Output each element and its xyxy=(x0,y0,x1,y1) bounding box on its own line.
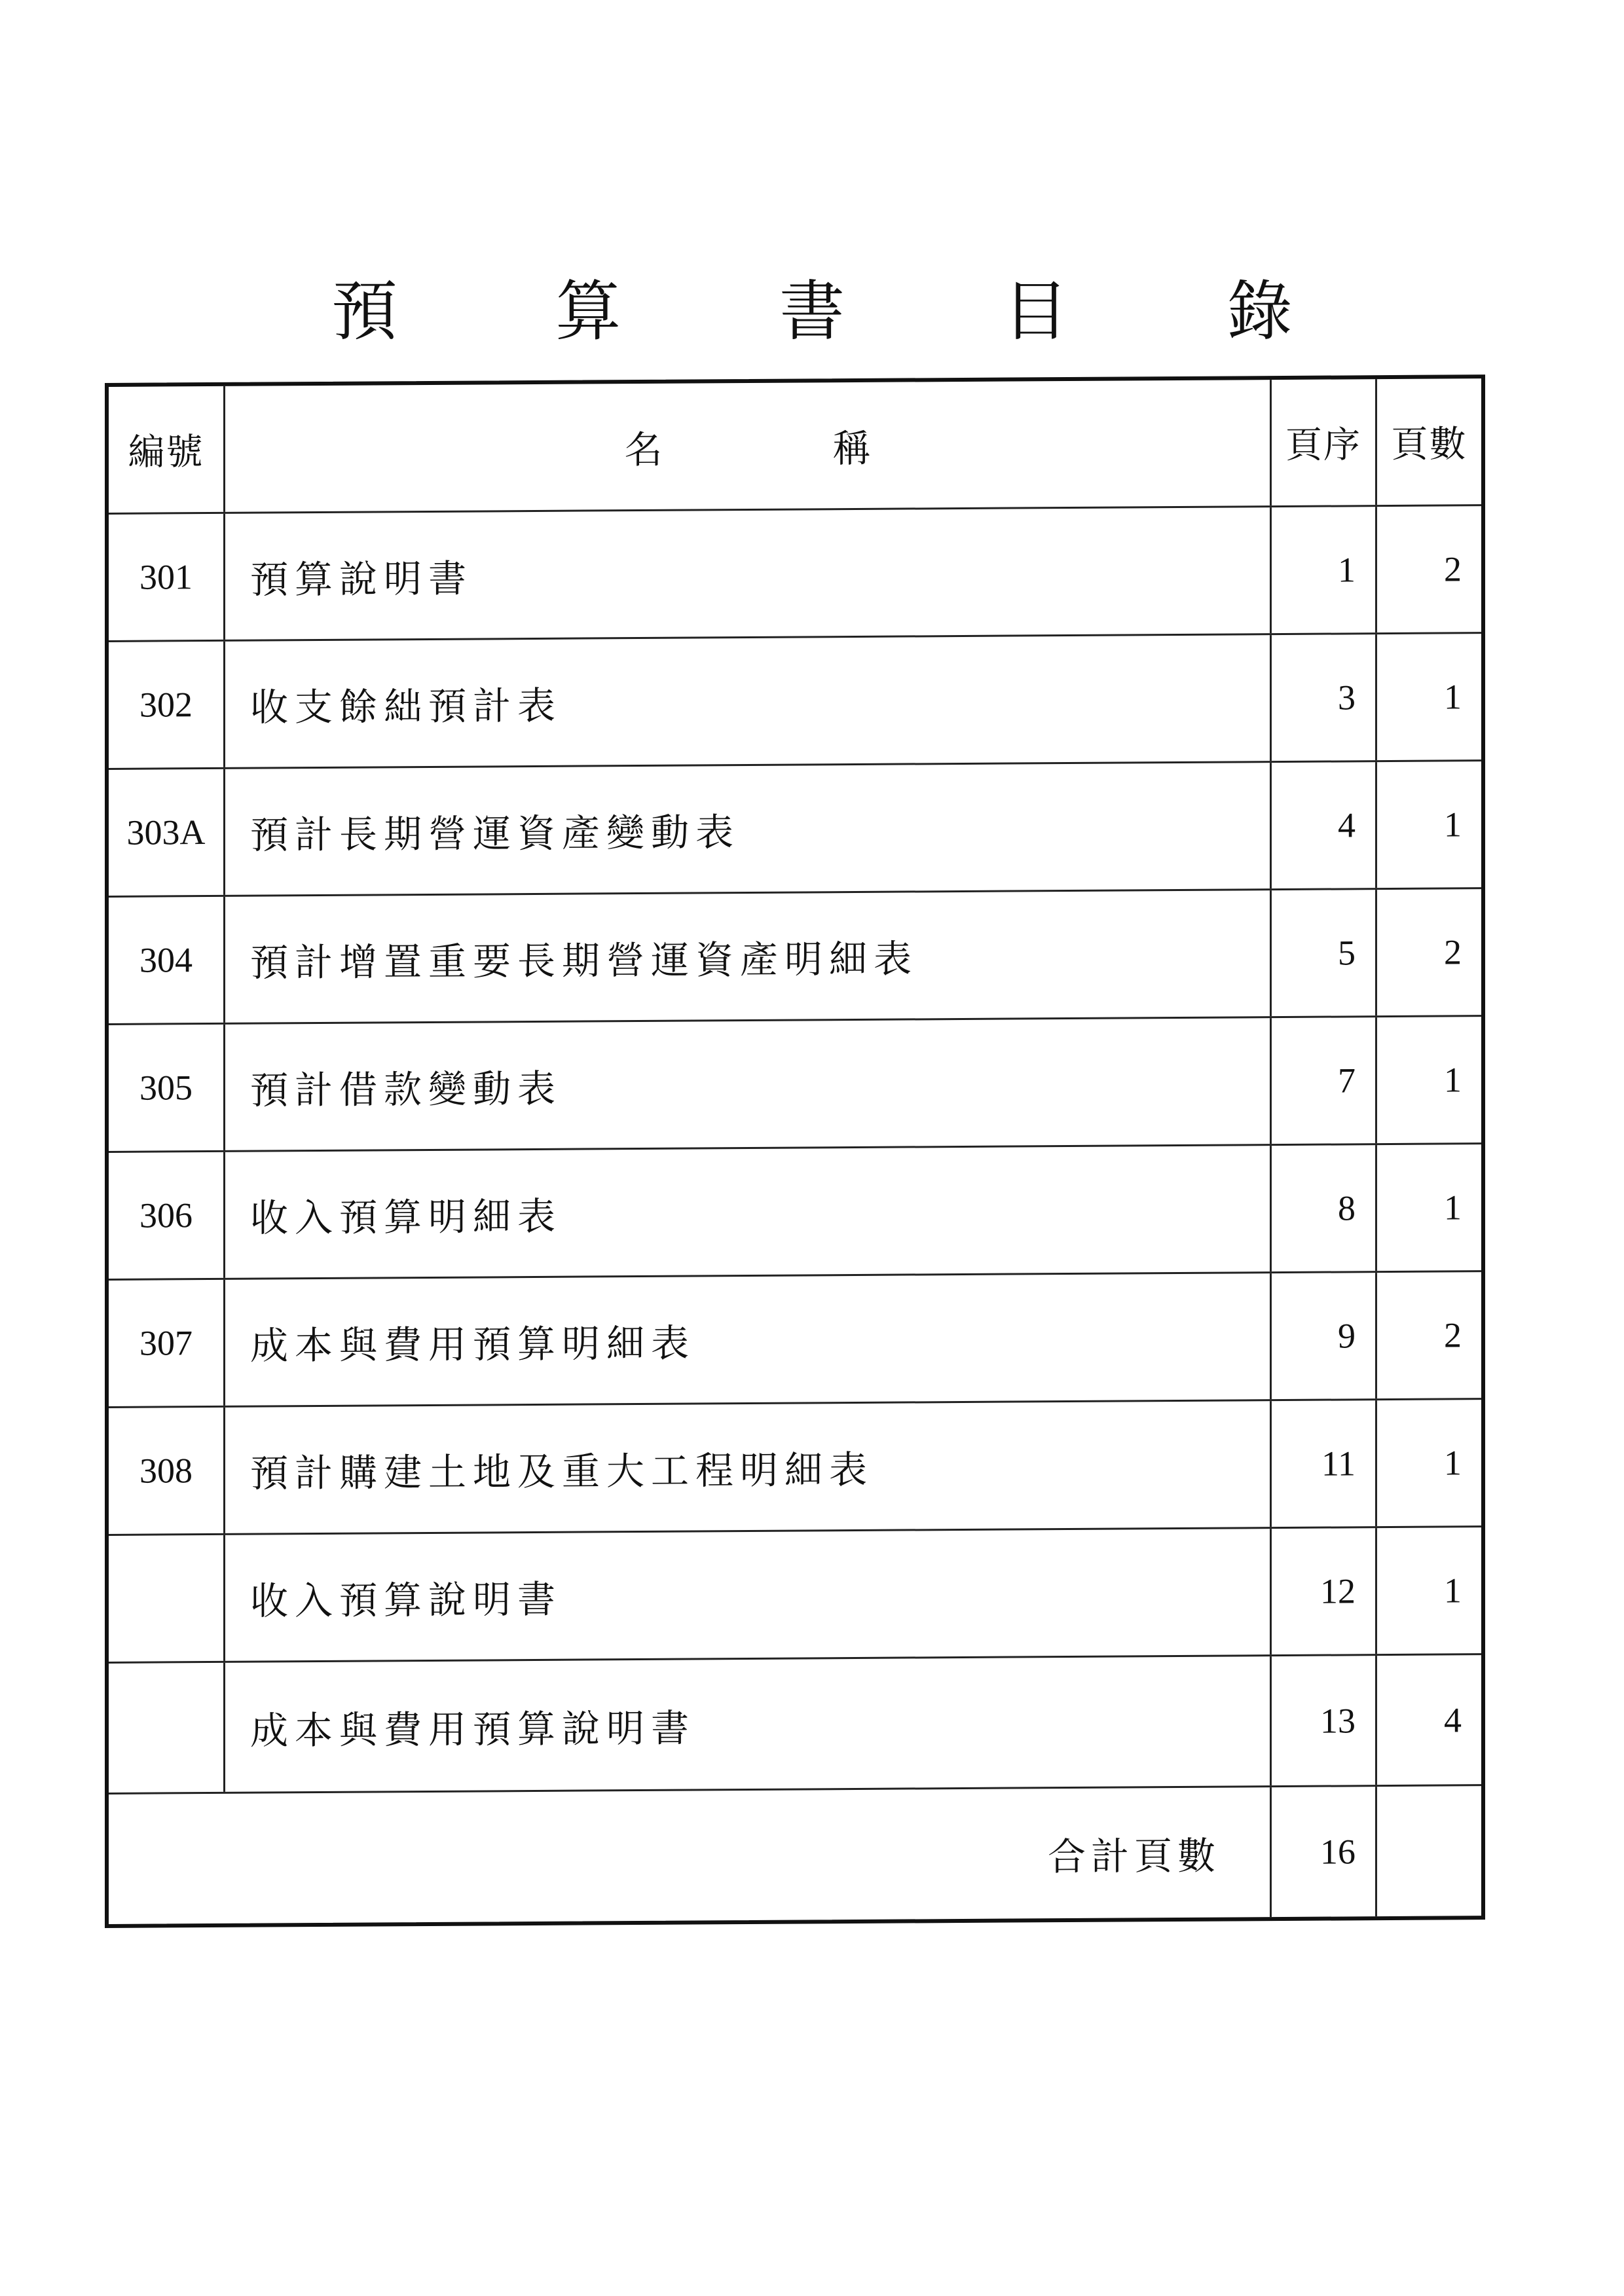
row-page-count: 1 xyxy=(1444,805,1462,845)
row-page-count: 1 xyxy=(1444,1060,1462,1100)
row-code: 304 xyxy=(109,897,225,1023)
table-row xyxy=(109,1655,1481,1795)
total-row xyxy=(109,1786,1481,1924)
total-empty-cell xyxy=(1377,1786,1481,1916)
header-start-page: 頁序 xyxy=(1272,379,1377,505)
row-code: 302 xyxy=(109,642,225,768)
table-row xyxy=(109,1017,1481,1153)
row-name: 預計購建土地及重大工程明細表 xyxy=(225,1401,1272,1533)
row-page-count: 2 xyxy=(1444,932,1462,972)
table-row xyxy=(109,1144,1481,1281)
page-title: 預 算 書 目 錄 xyxy=(331,273,1361,350)
row-name: 收入預算明細表 xyxy=(225,1146,1272,1278)
row-start-page: 11 xyxy=(1272,1400,1377,1527)
table-row xyxy=(109,1272,1481,1408)
row-page-count: 1 xyxy=(1444,1188,1462,1228)
row-page-count: 2 xyxy=(1444,1315,1462,1355)
row-code: 303A xyxy=(109,769,225,896)
row-start-page: 8 xyxy=(1272,1145,1377,1271)
row-page-count: 2 xyxy=(1444,549,1462,589)
table-header-row xyxy=(109,378,1481,515)
total-label: 合計頁數 xyxy=(109,1787,1272,1924)
header-code: 編號 xyxy=(109,386,225,513)
total-value: 16 xyxy=(1272,1787,1377,1917)
row-page-count: 1 xyxy=(1444,1443,1462,1483)
row-code xyxy=(109,1663,225,1793)
row-code: 307 xyxy=(109,1280,225,1406)
row-start-page: 1 xyxy=(1272,507,1377,633)
table-row xyxy=(109,506,1481,642)
row-name: 預算說明書 xyxy=(225,507,1272,640)
row-page-count: 1 xyxy=(1444,677,1462,717)
row-name: 收支餘絀預計表 xyxy=(225,635,1272,767)
header-name xyxy=(225,380,1272,512)
table-row xyxy=(109,1527,1481,1664)
table-row xyxy=(109,634,1481,770)
row-code xyxy=(109,1535,225,1662)
row-name: 預計增置重要長期營運資產明細表 xyxy=(225,890,1272,1023)
row-start-page: 5 xyxy=(1272,890,1377,1016)
table-row xyxy=(109,1400,1481,1536)
row-page-count: 1 xyxy=(1444,1571,1462,1611)
row-name: 收入預算說明書 xyxy=(225,1529,1272,1661)
row-name: 預計長期營運資產變動表 xyxy=(225,763,1272,895)
row-start-page: 9 xyxy=(1272,1273,1377,1399)
row-start-page: 7 xyxy=(1272,1017,1377,1144)
row-start-page: 13 xyxy=(1272,1656,1377,1785)
row-code: 306 xyxy=(109,1152,225,1279)
row-code: 305 xyxy=(109,1025,225,1151)
table-row xyxy=(109,889,1481,1025)
row-name: 預計借款變動表 xyxy=(225,1018,1272,1150)
row-start-page: 3 xyxy=(1272,634,1377,761)
row-name: 成本與費用預算說明書 xyxy=(225,1656,1272,1792)
table-of-contents xyxy=(105,374,1485,1928)
table-row xyxy=(109,761,1481,898)
header-name-part1: 名 xyxy=(624,427,663,473)
row-start-page: 12 xyxy=(1272,1528,1377,1654)
row-code: 308 xyxy=(109,1408,225,1534)
header-name-part2: 稱 xyxy=(832,426,871,471)
row-page-count: 4 xyxy=(1444,1700,1462,1740)
row-name: 成本與費用預算明細表 xyxy=(225,1273,1272,1406)
row-code: 301 xyxy=(109,514,225,640)
header-page-count: 頁數 xyxy=(1391,423,1467,466)
row-start-page: 4 xyxy=(1272,762,1377,888)
